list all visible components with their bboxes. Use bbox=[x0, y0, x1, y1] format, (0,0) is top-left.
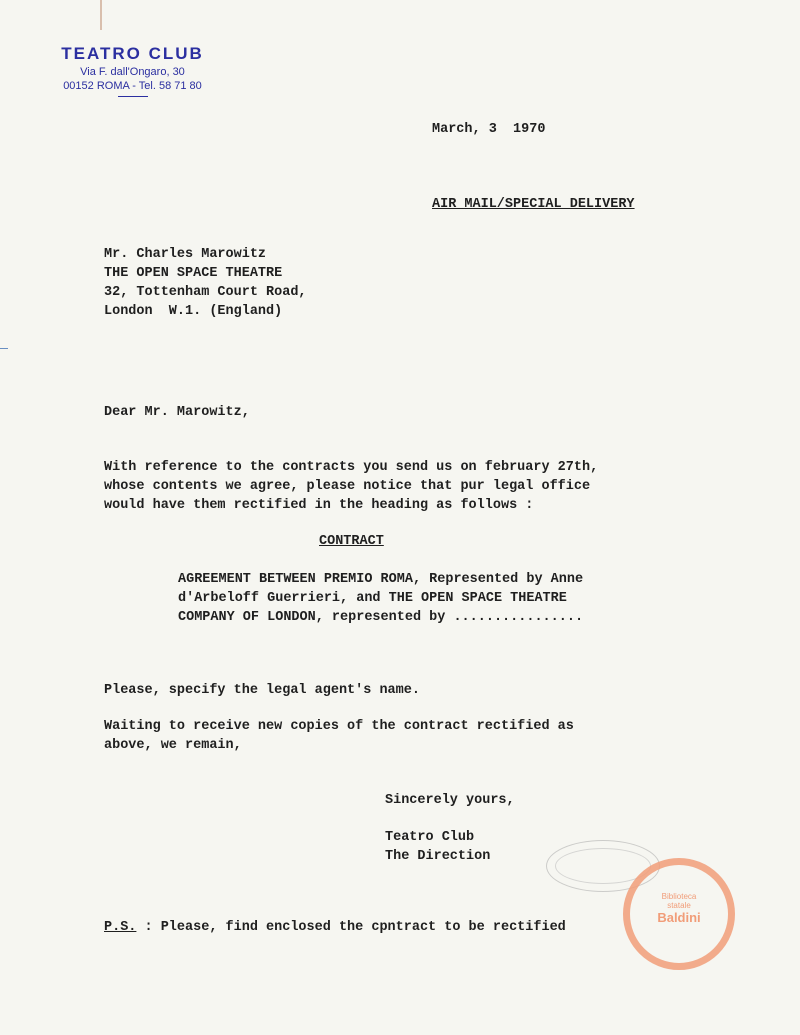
contract-line: d'Arbeloff Guerrieri, and THE OPEN SPACE THEATRE bbox=[178, 591, 567, 606]
postscript-label: P.S. bbox=[104, 920, 137, 935]
recipient-line: 32, Tottenham Court Road, bbox=[104, 285, 307, 300]
library-stamp-name: Baldini bbox=[657, 910, 701, 925]
letter-date: March, 3 1970 bbox=[432, 122, 546, 137]
contract-line: COMPANY OF LONDON, represented by ................ bbox=[178, 610, 584, 625]
body-line: whose contents we agree, please notice that pur legal office bbox=[104, 479, 591, 494]
library-stamp bbox=[623, 858, 735, 925]
body-line: With reference to the contracts you send us on february 27th, bbox=[104, 460, 599, 475]
letterhead-city-phone: 00152 ROMA - Tel. 58 71 80 bbox=[63, 80, 202, 92]
contract-line: AGREEMENT BETWEEN PREMIO ROMA, Represented by Anne bbox=[178, 572, 584, 587]
library-stamp-small-text: Biblioteca statale bbox=[661, 892, 697, 910]
letterhead bbox=[40, 44, 225, 97]
salutation: Dear Mr. Marowitz, bbox=[104, 405, 250, 420]
signature-line: Teatro Club bbox=[385, 830, 475, 845]
letterhead-rule bbox=[118, 96, 148, 97]
recipient-line: Mr. Charles Marowitz bbox=[104, 247, 267, 262]
recipient-line: London W.1. (England) bbox=[104, 304, 283, 319]
letterhead-address: Via F. dall'Ongaro, 30 bbox=[80, 66, 185, 78]
postscript-text: : Please, find enclosed the cpntract to be rectified bbox=[136, 920, 566, 935]
closing-line: Waiting to receive new copies of the contract rectified as bbox=[104, 719, 574, 734]
letterhead-name: TEATRO CLUB bbox=[61, 44, 204, 63]
body-line: would have them rectified in the heading as follows : bbox=[104, 498, 534, 513]
recipient-line: THE OPEN SPACE THEATRE bbox=[104, 266, 283, 281]
contract-heading: CONTRACT bbox=[319, 534, 384, 549]
postscript bbox=[104, 918, 566, 937]
signature-line: The Direction bbox=[385, 849, 491, 864]
paper-mark bbox=[100, 0, 102, 30]
paper-mark bbox=[0, 348, 8, 349]
valediction: Sincerely yours, bbox=[385, 793, 515, 808]
request-line: Please, specify the legal agent's name. bbox=[104, 683, 420, 698]
closing-line: above, we remain, bbox=[104, 738, 242, 753]
delivery-note: AIR MAIL/SPECIAL DELIVERY bbox=[432, 197, 635, 212]
